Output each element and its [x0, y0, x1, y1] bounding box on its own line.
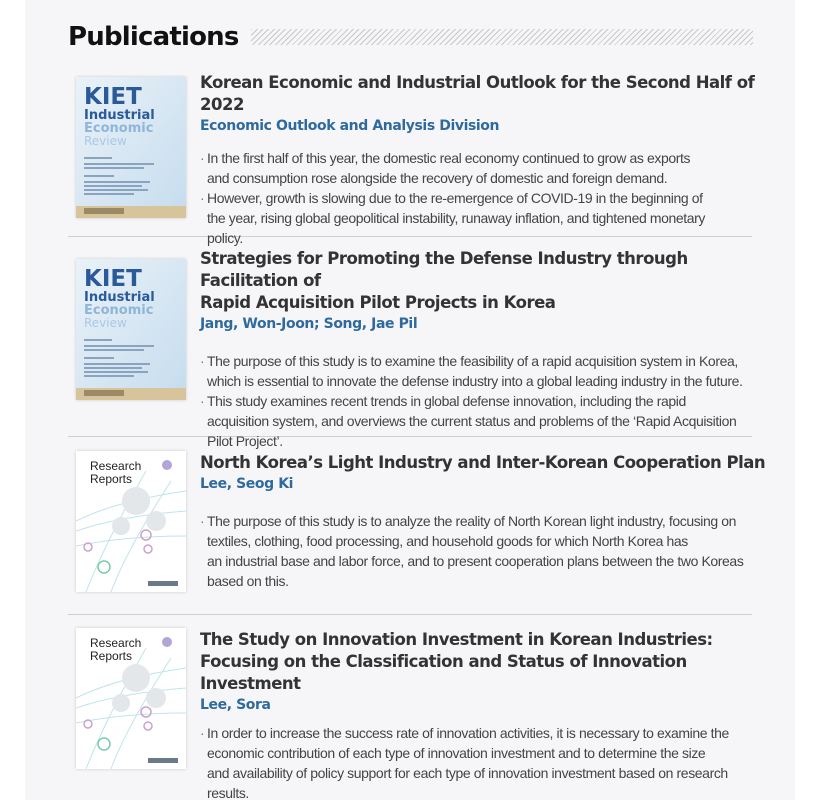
cover-kiet-text: KIET [84, 84, 142, 110]
publication-author: Lee, Sora [200, 697, 271, 713]
publication-cover-kiet[interactable] [76, 77, 186, 218]
publication-author: Jang, Won-Joon; Song, Jae Pil [200, 316, 418, 332]
cover-reports-text: Reports [90, 649, 133, 663]
publication-cover-research-reports[interactable] [76, 628, 186, 769]
heading-hatch-divider [251, 29, 753, 45]
publication-text [200, 72, 777, 248]
publication-item [68, 237, 752, 449]
publication-cover-research-reports[interactable] [76, 451, 186, 592]
cover-industrial-text: Industrial [84, 108, 155, 123]
summary-bullet: · In order to increase the success rate of innovation activities, it is necessary to examine the economic contribution of each type of innovation investment and to determine the size and availability of policy support for each type of innovation investment based on research results. [200, 723, 777, 803]
summary-bullet: · In the first half of this year, the domestic real economy continued to grow as exports and consumption rose alongside the recovery of domestic and foreign demand. [200, 148, 777, 188]
publication-item [68, 615, 752, 800]
summary-bullet: · This study examines recent trends in global defense innovation, including the rapid acquisition system, and overviews the current status and problems of the ‘Rapid Acquisition Pilot Project’. [200, 391, 777, 451]
publication-text [200, 629, 777, 803]
publication-author: Lee, Seog Ki [200, 476, 294, 492]
publication-item [68, 65, 755, 246]
cover-research-text: Research [90, 636, 142, 650]
cover-kiet-text: KIET [84, 266, 142, 292]
cover-industrial-text: Industrial [84, 290, 155, 305]
cover-reports-text: Reports [90, 472, 133, 486]
publication-title[interactable]: Strategies for Promoting the Defense Industry through Facilitation of Rapid Acquisition Pilot Projects in Korea [200, 249, 688, 312]
publication-summary [200, 148, 777, 248]
cover-review-text: Review [84, 316, 127, 330]
publication-item [68, 437, 766, 615]
cover-economic-text: Economic [84, 303, 154, 318]
publication-title[interactable]: The Study on Innovation Investment in Korean Industries: Focusing on the Classification and Status of Innovation Investment [200, 630, 713, 693]
summary-bullet: · The purpose of this study is to examine the feasibility of a rapid acquisition system in Korea, which is essential to innovate the defense industry into a global leading industry in the future. [200, 351, 777, 391]
publication-author: Economic Outlook and Analysis Division [200, 118, 500, 134]
cover-economic-text: Economic [84, 121, 154, 136]
publication-summary [200, 723, 777, 803]
publication-cover-kiet[interactable] [76, 259, 186, 400]
summary-bullet: · The purpose of this study is to analyze the reality of North Korean light industry, focusing on textiles, clothing, food processing, and household goods for which North Korea has an industrial base and labor force, and to present cooperation plans between the two Koreas based on this. [200, 511, 777, 591]
summary-bullet: · However, growth is slowing due to the re-emergence of COVID-19 in the beginning of the year, rising global geopolitical instability, runaway inflation, and tightened monetary policy. [200, 188, 777, 248]
cover-research-text: Research [90, 459, 142, 473]
publication-text [200, 452, 777, 591]
section-title: Publications [68, 22, 239, 52]
publication-summary [200, 511, 777, 591]
publication-title[interactable]: North Korea’s Light Industry and Inter-Korean Cooperation Plan [200, 453, 766, 472]
publication-summary [200, 351, 777, 451]
publication-text [200, 248, 777, 451]
publication-title[interactable]: Korean Economic and Industrial Outlook for the Second Half of 2022 [200, 73, 755, 114]
cover-review-text: Review [84, 134, 127, 148]
section-heading [68, 20, 753, 54]
